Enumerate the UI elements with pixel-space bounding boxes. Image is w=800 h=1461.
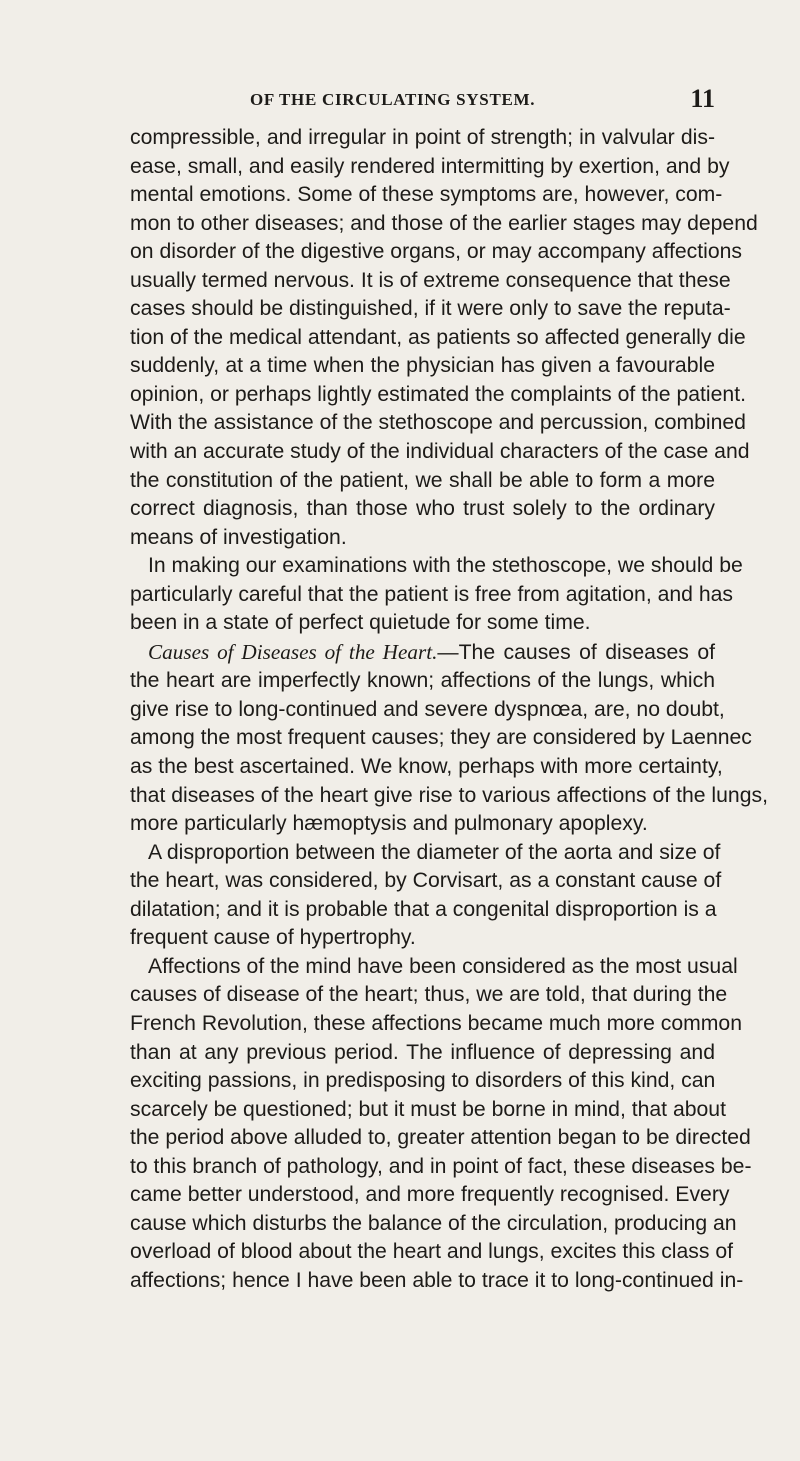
running-title: OF THE CIRCULATING SYSTEM. — [250, 90, 536, 109]
text-line: mon to other diseases; and those of the earlier stages may depend — [130, 211, 758, 235]
text-line: usually termed nervous. It is of extreme consequence that these — [130, 268, 731, 292]
text-line: Affections of the mind have been considered as the most usual — [148, 954, 738, 978]
paragraph-causes — [130, 638, 768, 839]
text-line: correct diagnosis, than those who trust solely to the ordinary — [130, 497, 715, 521]
paragraph-examinations — [130, 552, 743, 638]
section-heading: Causes of Diseases of the Heart. — [148, 639, 438, 664]
paragraph-affections-of-mind — [130, 953, 752, 1296]
text-line: with an accurate study of the individual characters of the case and — [130, 440, 750, 464]
text-line: more particularly hæmoptysis and pulmonary apoplexy. — [130, 812, 648, 836]
text-line: among the most frequent causes; they are considered by Laennec — [130, 726, 752, 750]
text-line: ease, small, and easily rendered intermitting by exertion, and by — [130, 154, 730, 178]
text-line: scarcely be questioned; but it must be borne in mind, that about — [130, 1097, 726, 1121]
text-line: opinion, or perhaps lightly estimated the complaints of the patient. — [130, 382, 746, 406]
text-line: mental emotions. Some of these symptoms are, however, com- — [130, 183, 723, 207]
text-line: came better understood, and more frequently recognised. Every — [130, 1183, 730, 1207]
paragraph-disproportion — [130, 839, 722, 953]
text-line: cases should be distinguished, if it were only to save the reputa- — [130, 297, 731, 321]
text-line: on disorder of the digestive organs, or may accompany affections — [130, 240, 743, 264]
text-line: as the best ascertained. We know, perhaps with more certainty, — [130, 755, 723, 779]
text-line: suddenly, at a time when the physician has given a favourable — [130, 354, 715, 378]
text-line: overload of blood about the heart and lungs, excites this class of — [130, 1240, 734, 1264]
text-line: particularly careful that the patient is free from agitation, and has — [130, 582, 733, 606]
page-header — [130, 84, 715, 118]
text-line: the heart, was considered, by Corvisart, as a constant cause of — [130, 869, 722, 893]
text-line: exciting passions, in predisposing to disorders of this kind, can — [130, 1069, 716, 1093]
text-line: than at any previous period. The influence of depressing and — [130, 1040, 715, 1064]
text-line: means of investigation. — [130, 525, 347, 549]
text-line: causes of disease of the heart; thus, we are told, that during the — [130, 983, 728, 1007]
text-line — [130, 638, 715, 668]
text-line: been in a state of perfect quietude for some time. — [130, 611, 591, 635]
text-line: frequent cause of hypertrophy. — [130, 926, 416, 950]
body-text — [130, 124, 768, 1295]
text-line: give rise to long-continued and severe dyspnœa, are, no doubt, — [130, 697, 725, 721]
text-line: dilatation; and it is probable that a congenital disproportion is a — [130, 897, 717, 921]
text-line: the heart are imperfectly known; affections of the lungs, which — [130, 669, 715, 693]
text-line: tion of the medical attendant, as patients so affected generally die — [130, 325, 746, 349]
text-line: A disproportion between the diameter of the aorta and size of — [148, 840, 721, 864]
text-line: compressible, and irregular in point of strength; in valvular dis- — [130, 126, 715, 149]
text-line: to this branch of pathology, and in point of fact, these diseases be- — [130, 1154, 752, 1178]
text-line: French Revolution, these affections became much more common — [130, 1011, 742, 1035]
text-line: the constitution of the patient, we shall be able to form a more — [130, 468, 715, 492]
page-number: 11 — [690, 84, 715, 113]
text-line: cause which disturbs the balance of the circulation, producing an — [130, 1211, 737, 1235]
text-line: In making our examinations with the stethoscope, we should be — [148, 554, 743, 578]
section-heading-continuation: —The causes of diseases of — [437, 640, 715, 664]
text-line: that diseases of the heart give rise to various affections of the lungs, — [130, 783, 768, 807]
text-line: With the assistance of the stethoscope and percussion, combined — [130, 411, 746, 435]
paragraph-symptoms — [130, 124, 758, 552]
text-line: affections; hence I have been able to trace it to long-continued in- — [130, 1268, 744, 1292]
text-line: the period above alluded to, greater attention began to be directed — [130, 1126, 751, 1150]
